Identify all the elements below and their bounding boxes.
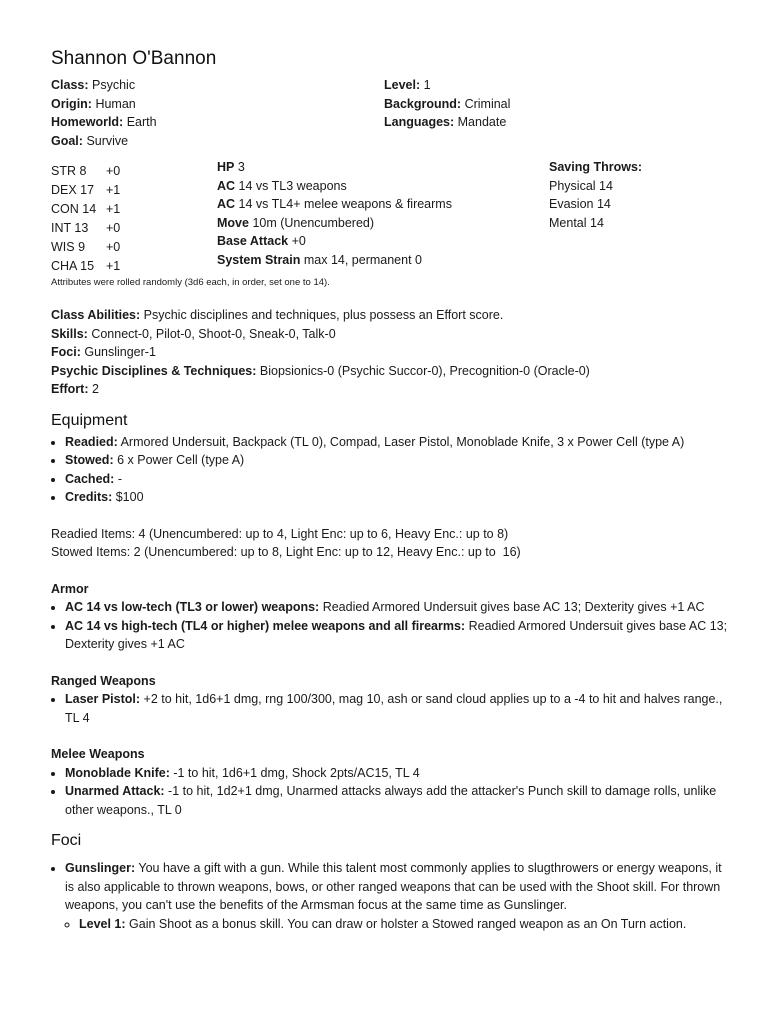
list-item: ◦ Level 1: Gain Shoot as a bonus skill. You can draw or holster a Stowed ranged weapon as an On Turn action. [79, 915, 731, 934]
attribute-row: WIS 9 +0 [51, 240, 121, 254]
armor-heading: Armor [51, 581, 89, 596]
attribute-row: DEX 17 +1 [51, 183, 121, 197]
character-sheet [51, 48, 731, 933]
ranged-weapons-list [51, 690, 731, 727]
move-line: Move 10m (Unencumbered) [217, 215, 375, 230]
equipment-list [51, 433, 731, 507]
list-item: • AC 14 vs high-tech (TL4 or higher) melee weapons and all firearms: Readied Armored Undersuit gives base AC 13; Dexterity gives +1 AC [65, 617, 731, 654]
attributes-note: Attributes were rolled randomly (3d6 each, in order, set one to 14). [51, 277, 330, 288]
readied-items-line: Readied Items: 4 (Unencumbered: up to 4, Light Enc: up to 6, Heavy Enc.: up to 8) [51, 526, 509, 541]
foci-line: Foci: Gunslinger-1 [51, 345, 156, 359]
class-abilities-line: Class Abilities: Psychic disciplines and techniques, plus possess an Effort score. [51, 308, 504, 322]
melee-weapons-heading: Melee Weapons [51, 747, 145, 761]
equipment-heading: Equipment [51, 411, 128, 429]
base-attack-line: Base Attack +0 [217, 234, 306, 248]
list-item: • AC 14 vs low-tech (TL3 or lower) weapons: Readied Armored Undersuit gives base AC 13; Dexterity gives +1 AC [65, 598, 731, 617]
stowed-items-line: Stowed Items: 2 (Unencumbered: up to 8, Light Enc: up to 12, Heavy Enc.: up to 16) [51, 545, 521, 559]
list-item: • Stowed: 6 x Power Cell (type A) [65, 451, 731, 470]
languages-line: Languages: Mandate [384, 115, 507, 129]
ranged-weapons-heading: Ranged Weapons [51, 673, 156, 688]
background-line: Background: Criminal [384, 96, 511, 111]
foci-list [51, 859, 731, 933]
system-strain-line: System Strain max 14, permanent 0 [217, 252, 422, 267]
level-line: Level: 1 [384, 78, 431, 92]
origin-line: Origin: Human [51, 96, 136, 111]
character-info-left [51, 76, 384, 150]
character-info-right [384, 76, 717, 150]
ac-high-line: AC 14 vs TL4+ melee weapons & firearms [217, 197, 452, 211]
character-name: Shannon O'Bannon [51, 48, 217, 69]
list-item: • Cached: - [65, 470, 731, 489]
save-mental: Mental 14 [549, 215, 604, 230]
list-item: • Readied: Armored Undersuit, Backpack (TL 0), Compad, Laser Pistol, Monoblade Knife, 3 x Power Cell (type A) [65, 433, 731, 452]
character-info [51, 76, 731, 150]
save-evasion: Evasion 14 [549, 197, 611, 211]
class-line: Class: Psychic [51, 78, 136, 92]
list-item: • Credits: $100 [65, 488, 731, 507]
psychic-line: Psychic Disciplines & Techniques: Biopsionics-0 (Psychic Succor-0), Precognition-0 (Oracle-0) [51, 363, 590, 378]
attribute-row: INT 13 +0 [51, 221, 121, 235]
hp-line: HP 3 [217, 160, 245, 174]
attribute-row: STR 8 +0 [51, 164, 121, 178]
goal-line: Goal: Survive [51, 133, 129, 148]
list-item: • Unarmed Attack: -1 to hit, 1d2+1 dmg, Unarmed attacks always add the attacker's Punch skill to damage rolls, unlike other weapons., TL 0 [65, 782, 731, 819]
attribute-row: CHA 15 +1 [51, 259, 121, 273]
foci-sublist [65, 915, 731, 934]
skills-line: Skills: Connect-0, Pilot-0, Shoot-0, Sneak-0, Talk-0 [51, 326, 336, 341]
combat-stats [217, 158, 549, 276]
ac-low-line: AC 14 vs TL3 weapons [217, 178, 347, 193]
melee-weapons-list [51, 764, 731, 820]
saving-throws [549, 158, 642, 276]
attribute-row: CON 14 +1 [51, 202, 121, 216]
armor-list [51, 598, 731, 654]
effort-line: Effort: 2 [51, 382, 99, 396]
list-item: • Monoblade Knife: -1 to hit, 1d6+1 dmg, Shock 2pts/AC15, TL 4 [65, 764, 731, 783]
homeworld-line: Homeworld: Earth [51, 115, 157, 129]
list-item: • Laser Pistol: +2 to hit, 1d6+1 dmg, rng 100/300, mag 10, ash or sand cloud applies up to a -4 to hit and halves range., TL 4 [65, 690, 731, 727]
save-physical: Physical 14 [549, 178, 613, 193]
stats-block [51, 162, 731, 276]
saving-throws-heading: Saving Throws: [549, 160, 643, 174]
abilities [51, 306, 731, 399]
list-item: • Gunslinger: You have a gift with a gun. While this talent most commonly applies to slugthrowers or energy weapons, it is also applicable to thrown weapons, bows, or other ranged weapons that can be used with the Shoot skill. For thrown weapons, you can't use the benefits of the Armsman focus at the same time as Gunslinger. ◦ Level 1: Gain Shoot as a bonus skill. You can draw or holster a Stowed ranged weapon as an On Turn action. [65, 859, 731, 933]
foci-heading: Foci [51, 832, 82, 849]
attributes [51, 162, 217, 276]
